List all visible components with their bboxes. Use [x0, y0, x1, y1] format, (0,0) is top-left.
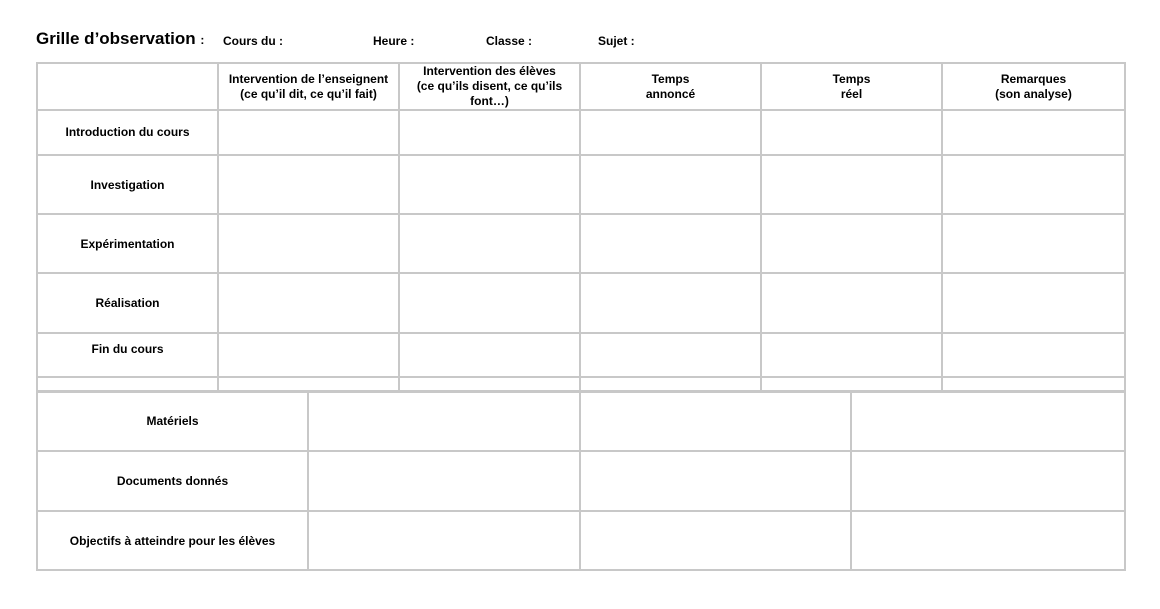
cell-input[interactable]: [308, 511, 580, 570]
row-label-experimentation: Expérimentation: [37, 214, 218, 273]
cell-input[interactable]: [851, 511, 1125, 570]
cell-input[interactable]: [761, 110, 942, 155]
cell-input[interactable]: [942, 155, 1125, 214]
header-time-announced-line1: Temps: [651, 71, 690, 86]
header-cell-empty: [37, 63, 218, 110]
cell-input[interactable]: [580, 273, 761, 333]
header-cell-teacher: [218, 63, 399, 110]
cell-input[interactable]: [218, 155, 399, 214]
header-remarks-line2: (son analyse): [995, 86, 1072, 101]
table-row: [37, 511, 1125, 570]
row-label-documents: Documents donnés: [37, 451, 308, 511]
table-row: [37, 333, 1125, 377]
cell-input[interactable]: [399, 333, 580, 377]
cell-input[interactable]: [761, 155, 942, 214]
cell-input[interactable]: [761, 273, 942, 333]
cell-input[interactable]: [399, 110, 580, 155]
row-label-fin-du-cours: Fin du cours: [37, 333, 218, 377]
header-teacher-line1: Intervention de l’enseignent: [228, 71, 389, 86]
row-label-materiels: Matériels: [37, 391, 308, 451]
cell-input[interactable]: [399, 273, 580, 333]
cell-input[interactable]: [218, 214, 399, 273]
row-label-realisation: Réalisation: [37, 273, 218, 333]
header-time-real-line2: réel: [840, 86, 863, 101]
cell-input[interactable]: [580, 333, 761, 377]
page-title-colon: :: [200, 33, 205, 47]
cell-input[interactable]: [761, 333, 942, 377]
header-remarks-line1: Remarques: [1000, 71, 1067, 86]
cell-input[interactable]: [399, 214, 580, 273]
cell-input[interactable]: [942, 273, 1125, 333]
observation-grid: [36, 62, 1126, 393]
table-row: [37, 391, 1125, 451]
cell-input[interactable]: [580, 110, 761, 155]
cell-input[interactable]: [580, 214, 761, 273]
field-classe: Classe :: [486, 34, 533, 48]
cell-input[interactable]: [399, 155, 580, 214]
cell-input[interactable]: [580, 451, 851, 511]
cell-input[interactable]: [580, 511, 851, 570]
resources-grid: [36, 390, 1126, 571]
cell-input[interactable]: [761, 214, 942, 273]
cell-input[interactable]: [942, 333, 1125, 377]
header-cell-students: [399, 63, 580, 110]
table-row: [37, 155, 1125, 214]
cell-input[interactable]: [580, 155, 761, 214]
cell-input[interactable]: [851, 391, 1125, 451]
page-title-text: Grille d’observation: [36, 29, 196, 48]
field-sujet: Sujet :: [598, 34, 635, 48]
header-cell-time-announced: [580, 63, 761, 110]
header-cell-remarks: [942, 63, 1125, 110]
header-cell-time-real: [761, 63, 942, 110]
cell-input[interactable]: [308, 451, 580, 511]
page-title: [36, 29, 204, 49]
header-row: [37, 63, 1125, 110]
row-label-objectifs: Objectifs à atteindre pour les élèves: [37, 511, 308, 570]
header-students-line2: (ce qu’ils disent, ce qu’ils: [416, 79, 563, 93]
field-heure: Heure :: [373, 34, 415, 48]
cell-input[interactable]: [580, 391, 851, 451]
row-label-investigation: Investigation: [37, 155, 218, 214]
row-label-introduction: Introduction du cours: [37, 110, 218, 155]
field-cours-du: Cours du :: [223, 34, 283, 48]
cell-input[interactable]: [851, 451, 1125, 511]
cell-input[interactable]: [218, 333, 399, 377]
header-students-line1: Intervention des élèves: [423, 64, 556, 78]
cell-input[interactable]: [218, 273, 399, 333]
cell-input[interactable]: [308, 391, 580, 451]
table-row: [37, 451, 1125, 511]
cell-input[interactable]: [942, 214, 1125, 273]
table-row: [37, 273, 1125, 333]
header-teacher-line2: (ce qu’il dit, ce qu’il fait): [240, 86, 377, 101]
header-students-line3: font…): [470, 94, 509, 108]
header-time-announced-line2: annoncé: [645, 86, 696, 101]
cell-input[interactable]: [942, 110, 1125, 155]
table-row: [37, 214, 1125, 273]
cell-input[interactable]: [218, 110, 399, 155]
header-time-real-line1: Temps: [832, 71, 871, 86]
table-row: [37, 110, 1125, 155]
